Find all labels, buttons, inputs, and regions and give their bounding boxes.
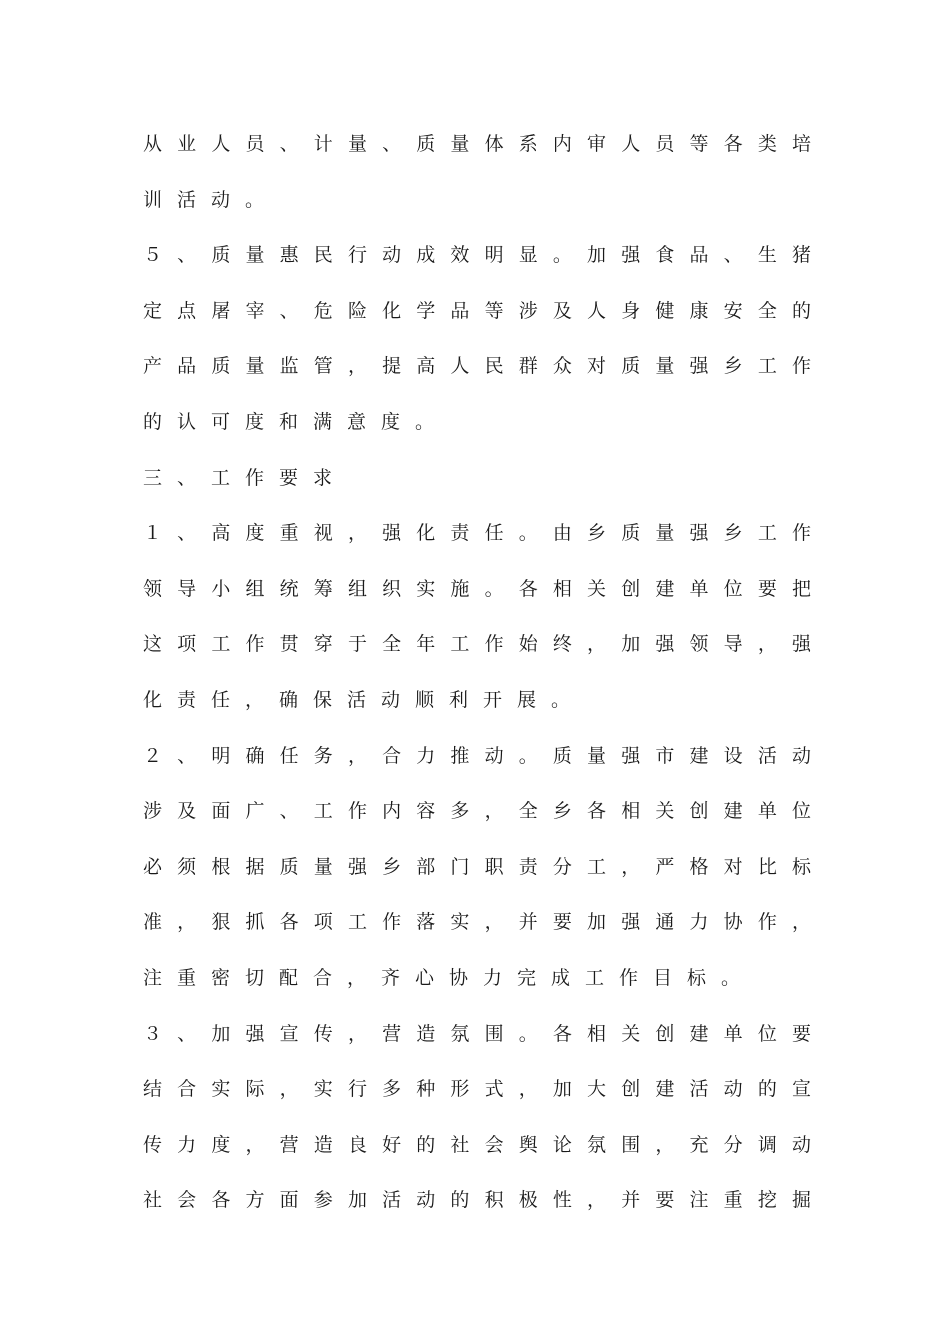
section-heading: 三、工作要求	[143, 466, 348, 489]
text-line: 这 项 工 作 贯 穿 于 全 年 工 作 始 终 ， 加 强 领 导 ， 强	[143, 633, 811, 656]
text-line: 从 业 人 员 、 计 量 、 质 量 体 系 内 审 人 员 等 各 类 培	[143, 133, 811, 155]
text-line: 注重密切配合，齐心协力完成工作目标。	[143, 966, 756, 989]
text-line: ３ 、 加 强 宣 传 ， 营 造 氛 围 。 各 相 关 创 建 单 位 要	[143, 1022, 811, 1045]
text-line: 定 点 屠 宰 、 危 险 化 学 品 等 涉 及 人 身 健 康 安 全 的	[143, 299, 811, 322]
text-line: 涉 及 面 广 、 工 作 内 容 多 ， 全 乡 各 相 关 创 建 单 位	[143, 800, 811, 823]
text-line: 训活动。	[143, 188, 280, 211]
text-line: 传 力 度 ， 营 造 良 好 的 社 会 舆 论 氛 围 ， 充 分 调 动	[143, 1133, 811, 1156]
text-line: ５ 、 质 量 惠 民 行 动 成 效 明 显 。 加 强 食 品 、 生 猪	[143, 244, 811, 267]
text-line: ２ 、 明 确 任 务 ， 合 力 推 动 。 质 量 强 市 建 设 活 动	[143, 744, 811, 767]
text-line: 化责任，确保活动顺利开展。	[143, 688, 586, 711]
document-body	[143, 117, 811, 1229]
text-line: 结 合 实 际 ， 实 行 多 种 形 式 ， 加 大 创 建 活 动 的 宣	[143, 1078, 811, 1101]
text-line: 产 品 质 量 监 管 ， 提 高 人 民 群 众 对 质 量 强 乡 工 作	[143, 355, 811, 378]
text-line: 必 须 根 据 质 量 强 乡 部 门 职 责 分 工 ， 严 格 对 比 标	[143, 855, 811, 878]
text-line: 的认可度和满意度。	[143, 410, 450, 433]
text-line: 领 导 小 组 统 筹 组 织 实 施 。 各 相 关 创 建 单 位 要 把	[143, 577, 811, 600]
text-line: １ 、 高 度 重 视 ， 强 化 责 任 。 由 乡 质 量 强 乡 工 作	[143, 522, 811, 545]
text-line: 社 会 各 方 面 参 加 活 动 的 积 极 性 ， 并 要 注 重 挖 掘	[143, 1189, 811, 1212]
text-line: 准 ， 狠 抓 各 项 工 作 落 实 ， 并 要 加 强 通 力 协 作 ，	[143, 911, 811, 934]
